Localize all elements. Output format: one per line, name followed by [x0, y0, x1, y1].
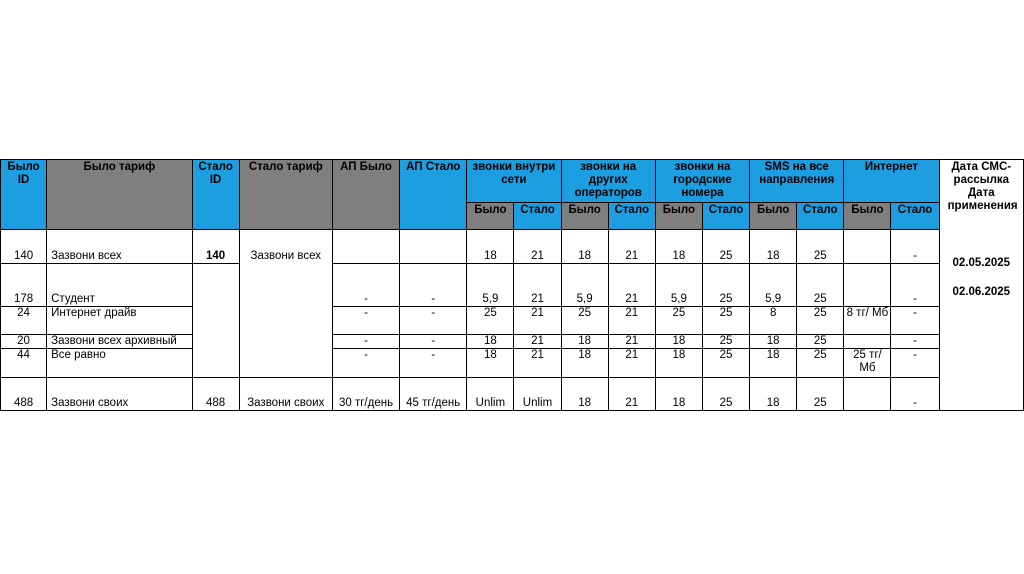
subheader-new: Стало [608, 203, 655, 230]
value-cell: 21 [608, 264, 655, 307]
value-cell: - [891, 307, 939, 335]
ap-new: - [400, 307, 467, 335]
value-cell: 25 [797, 335, 844, 349]
value-cell: 25 [797, 307, 844, 335]
ap-new: - [400, 335, 467, 349]
table-row [1, 378, 1024, 411]
table-row [1, 230, 1024, 264]
header-group-internal-calls: звонки внутри сети [467, 160, 561, 203]
value-cell: 18 [655, 335, 702, 349]
old-id: 140 [1, 230, 47, 264]
value-cell: 25 [702, 335, 749, 349]
subheader-old: Было [467, 203, 514, 230]
old-tariff: Зазвони своих [47, 378, 192, 411]
value-cell [844, 264, 891, 307]
subheader-old: Было [561, 203, 608, 230]
header-ap-new: АП Стало [400, 160, 467, 230]
old-tariff: Зазвони всех [47, 230, 192, 264]
old-tariff: Все равно [47, 349, 192, 378]
value-cell: 21 [608, 307, 655, 335]
table-row [1, 307, 1024, 335]
date-column [939, 160, 1023, 411]
subheader-new: Стало [891, 203, 939, 230]
value-cell: 18 [655, 378, 702, 411]
value-cell: 21 [514, 264, 561, 307]
value-cell: 21 [608, 378, 655, 411]
header-new-id: Стало ID [192, 160, 239, 230]
header-new-tariff: Стало тариф [239, 160, 332, 230]
date-sms: 02.05.2025 [952, 257, 1011, 269]
ap-new: 45 тг/день [400, 378, 467, 411]
value-cell: 25 [702, 307, 749, 335]
ap-new: - [400, 264, 467, 307]
new-id: 488 [192, 378, 239, 411]
value-cell: 18 [467, 230, 514, 264]
value-cell: - [891, 378, 939, 411]
value-cell: 8 тг/ Мб [844, 307, 891, 335]
value-cell: 25 [797, 378, 844, 411]
subheader-old: Было [750, 203, 797, 230]
value-cell: 18 [655, 230, 702, 264]
old-tariff: Зазвони всех архивный [47, 335, 192, 349]
value-cell: 21 [514, 349, 561, 378]
value-cell: 25 тг/ Мб [844, 349, 891, 378]
value-cell [844, 335, 891, 349]
value-cell: 21 [514, 335, 561, 349]
new-tariff: Зазвони всех [239, 230, 332, 378]
old-id: 178 [1, 264, 47, 307]
ap-new: - [400, 349, 467, 378]
value-cell: 25 [797, 230, 844, 264]
subheader-old: Было [655, 203, 702, 230]
new-id-empty [192, 264, 239, 378]
value-cell: 18 [750, 335, 797, 349]
subheader-new: Стало [797, 203, 844, 230]
value-cell: 25 [797, 264, 844, 307]
old-tariff: Студент [47, 264, 192, 307]
value-cell: - [891, 264, 939, 307]
date-apply: 02.06.2025 [952, 286, 1011, 298]
value-cell: 25 [561, 307, 608, 335]
value-cell: 25 [702, 378, 749, 411]
old-id: 44 [1, 349, 47, 378]
value-cell: 8 [750, 307, 797, 335]
ap-new [400, 230, 467, 264]
value-cell: 25 [702, 349, 749, 378]
header-old-tariff: Было тариф [47, 160, 192, 230]
value-cell: 21 [514, 230, 561, 264]
value-cell: 21 [608, 349, 655, 378]
value-cell: 25 [655, 307, 702, 335]
value-cell: - [891, 335, 939, 349]
old-id: 488 [1, 378, 47, 411]
value-cell: Unlim [514, 378, 561, 411]
value-cell: 18 [750, 378, 797, 411]
header-group-sms: SMS на все направления [750, 160, 844, 203]
old-id: 24 [1, 307, 47, 335]
value-cell: 18 [561, 230, 608, 264]
value-cell: 18 [750, 349, 797, 378]
value-cell: 18 [467, 349, 514, 378]
tariff-table [0, 159, 1024, 411]
table-row [1, 335, 1024, 349]
value-cell: Unlim [467, 378, 514, 411]
header-date: Дата СМС-рассылка Дата применения [947, 161, 1018, 212]
value-cell: 18 [750, 230, 797, 264]
value-cell: 21 [608, 335, 655, 349]
value-cell: 18 [561, 349, 608, 378]
ap-old [332, 230, 399, 264]
header-group-internet: Интернет [844, 160, 939, 203]
header-group-other-operators: звонки на других операторов [561, 160, 655, 203]
value-cell: 25 [797, 349, 844, 378]
subheader-new: Стало [514, 203, 561, 230]
header-ap-old: АП Было [332, 160, 399, 230]
value-cell: 25 [702, 230, 749, 264]
old-tariff: Интернет драйв [47, 307, 192, 335]
value-cell: 18 [561, 378, 608, 411]
subheader-old: Было [844, 203, 891, 230]
value-cell: 21 [608, 230, 655, 264]
new-tariff: Зазвони своих [239, 378, 332, 411]
value-cell: 5,9 [561, 264, 608, 307]
ap-old: - [332, 307, 399, 335]
ap-old: - [332, 264, 399, 307]
value-cell: - [891, 230, 939, 264]
table-row [1, 349, 1024, 378]
value-cell: 5,9 [467, 264, 514, 307]
value-cell: 5,9 [750, 264, 797, 307]
table-row [1, 264, 1024, 307]
ap-old: - [332, 349, 399, 378]
value-cell: 25 [467, 307, 514, 335]
header-group-city-numbers: звонки на городские номера [655, 160, 749, 203]
subheader-new: Стало [702, 203, 749, 230]
value-cell: 18 [467, 335, 514, 349]
value-cell: 5,9 [655, 264, 702, 307]
new-id: 140 [192, 230, 239, 264]
old-id: 20 [1, 335, 47, 349]
ap-old: 30 тг/день [332, 378, 399, 411]
value-cell: 18 [561, 335, 608, 349]
value-cell: 21 [514, 307, 561, 335]
value-cell: 18 [655, 349, 702, 378]
value-cell: 25 [702, 264, 749, 307]
header-old-id: Было ID [1, 160, 47, 230]
value-cell [844, 230, 891, 264]
value-cell [844, 378, 891, 411]
ap-old: - [332, 335, 399, 349]
value-cell: - [891, 349, 939, 378]
